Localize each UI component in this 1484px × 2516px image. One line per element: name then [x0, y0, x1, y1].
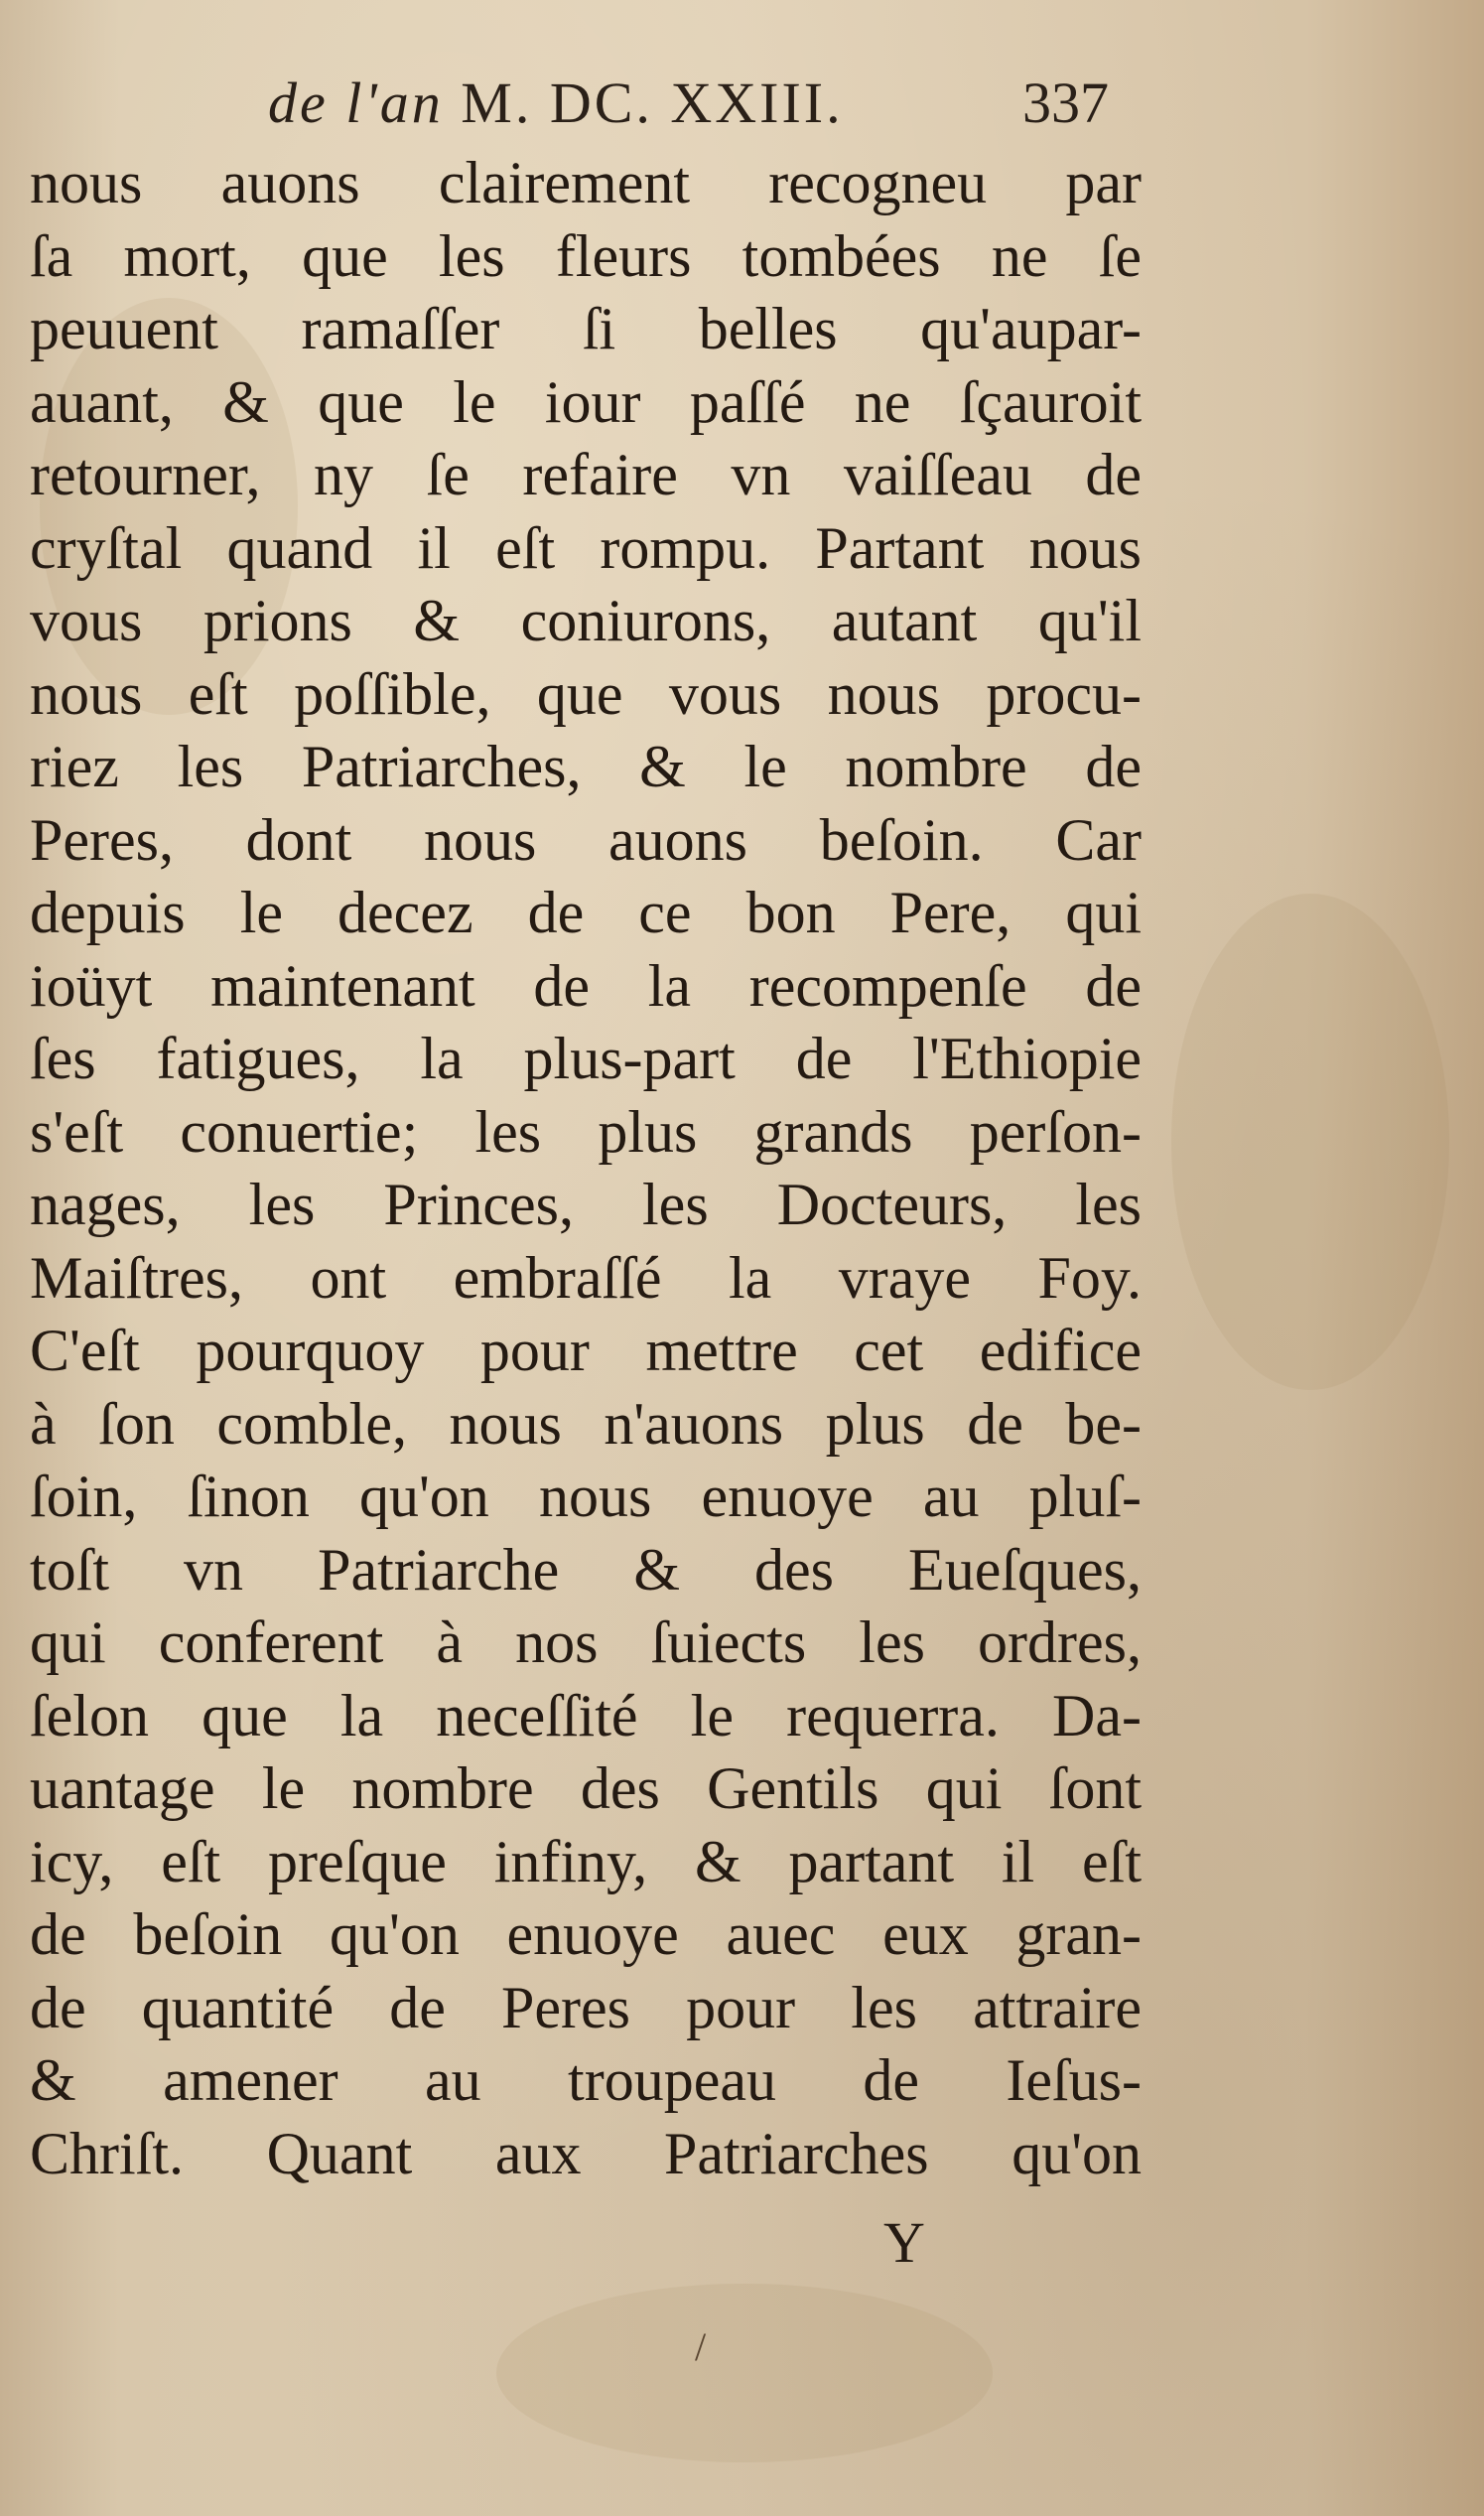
text-line: icy, eſt preſque infiny, & partant il eſt [30, 1828, 1142, 1894]
text-line: s'eſt conuertie; les plus grands perſon- [30, 1098, 1142, 1165]
text-line: nous auons clairement recogneu par [30, 150, 1142, 215]
paper-stain [496, 2284, 993, 2462]
text-line: depuis le decez de ce bon Pere, qui [30, 880, 1142, 945]
text-line: à ſon comble, nous n'auons plus de be- [30, 1390, 1142, 1457]
text-line: C'eſt pourquoy pour mettre cet edifice [30, 1318, 1142, 1383]
page-header [0, 58, 1484, 147]
ink-mark: / [695, 2324, 707, 2369]
text-line: auant, & que le iour paſſé ne ſçauroit [30, 368, 1142, 435]
text-line: nages, les Princes, les Docteurs, les [30, 1172, 1142, 1237]
text-line: de quantité de Peres pour les attraire [30, 1974, 1142, 2040]
text-line: ſa mort, que les fleurs tombées ne ſe [30, 222, 1142, 289]
catchword: Y [883, 2210, 925, 2275]
text-line: retourner, ny ſe refaire vn vaiſſeau de [30, 442, 1142, 507]
text-line: nous eſt poſſible, que vous nous procu- [30, 660, 1142, 727]
text-line: ſoin, ſinon qu'on nous enuoye au pluſ- [30, 1464, 1142, 1529]
text-line: ſelon que la neceſſité le requerra. Da- [30, 1682, 1142, 1748]
text-line: ioüyt maintenant de la recompenſe de [30, 952, 1142, 1019]
text-line: vous prions & coniurons, autant qu'il [30, 588, 1142, 653]
running-head-year: M. DC. XXIII. [461, 70, 844, 135]
text-line: peuuent ramaſſer ſi belles qu'aupar- [30, 296, 1142, 361]
paper-stain [1171, 894, 1449, 1390]
text-line: Maiſtres, ont embraſſé la vraye Foy. [30, 1244, 1142, 1311]
text-line: Peres, dont nous auons beſoin. Car [30, 806, 1142, 873]
text-line: Chriſt. Quant aux Patriarches qu'on [30, 2120, 1142, 2186]
text-line: toſt vn Patriarche & des Eueſques, [30, 1536, 1142, 1603]
running-head-italic: de l'an [268, 70, 444, 135]
text-line: ſes fatigues, la plus-part de l'Ethiopie [30, 1026, 1142, 1091]
text-line: qui conferent à nos ſuiects les ordres, [30, 1609, 1142, 1675]
text-line: uantage le nombre des Gentils qui ſont [30, 1755, 1142, 1821]
body-text [30, 147, 1142, 2190]
text-line: de beſoin qu'on enuoye auec eux gran- [30, 1901, 1142, 1967]
text-line: riez les Patriarches, & le nombre de [30, 734, 1142, 799]
text-line: & amener au troupeau de Ieſus- [30, 2047, 1142, 2113]
page-number: 337 [1022, 70, 1109, 135]
text-line: cryſtal quand il eſt rompu. Partant nous [30, 514, 1142, 581]
running-head [268, 70, 844, 136]
